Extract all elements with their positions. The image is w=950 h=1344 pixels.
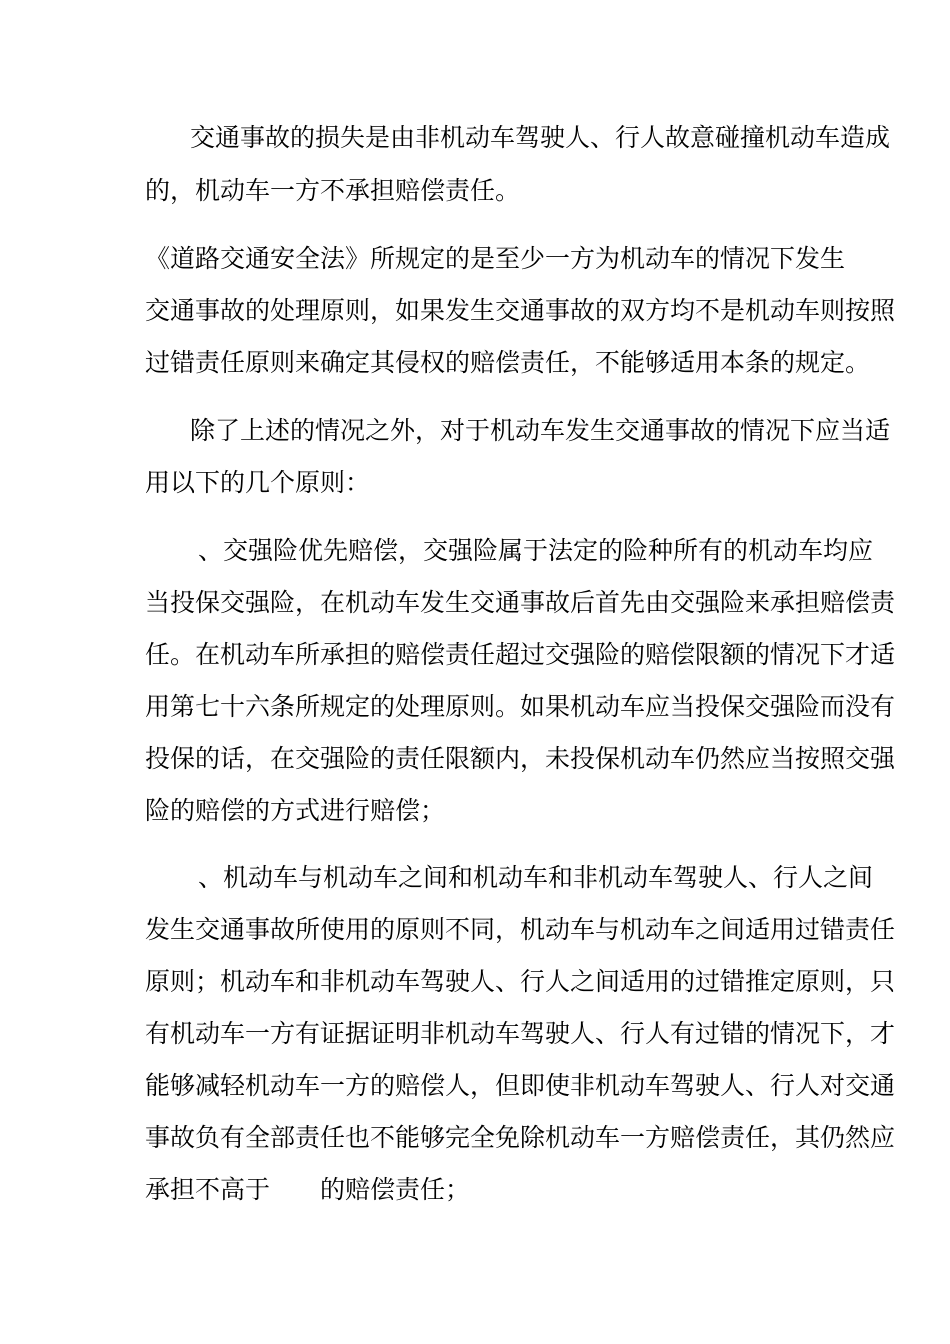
paragraph-5-line-7: 承担不高于 的赔偿责任；	[145, 1175, 471, 1204]
paragraph-4-line-5: 投保的话，在交强险的责任限额内，未投保机动车仍然应当按照交强	[145, 744, 896, 773]
paragraph-1-line-2: 的，机动车一方不承担赔偿责任。	[145, 176, 521, 205]
paragraph-2-line-2: 交通事故的处理原则，如果发生交通事故的双方均不是机动车则按照	[145, 296, 896, 325]
paragraph-2-line-1: 《道路交通安全法》所规定的是至少一方为机动车的情况下发生	[145, 244, 846, 273]
paragraph-4-line-3: 任。在机动车所承担的赔偿责任超过交强险的赔偿限额的情况下才适	[145, 640, 896, 669]
paragraph-3-line-1: 除了上述的情况之外，对于机动车发生交通事故的情况下应当适	[190, 416, 891, 445]
paragraph-1-line-1: 交通事故的损失是由非机动车驾驶人、行人故意碰撞机动车造成	[190, 123, 891, 152]
paragraph-2-line-3: 过错责任原则来确定其侵权的赔偿责任，不能够适用本条的规定。	[145, 348, 871, 377]
paragraph-5-line-3: 原则；机动车和非机动车驾驶人、行人之间适用的过错推定原则，只	[145, 967, 896, 996]
paragraph-3-line-2: 用以下的几个原则：	[145, 468, 371, 497]
paragraph-5-line-2: 发生交通事故所使用的原则不同，机动车与机动车之间适用过错责任	[145, 915, 896, 944]
paragraph-4-line-6: 险的赔偿的方式进行赔偿；	[145, 796, 446, 825]
paragraph-4-line-2: 当投保交强险，在机动车发生交通事故后首先由交强险来承担赔偿责	[145, 588, 896, 617]
paragraph-4-line-4: 用第七十六条所规定的处理原则。如果机动车应当投保交强险而没有	[145, 692, 896, 721]
paragraph-4-line-1: 、交强险优先赔偿，交强险属于法定的险种所有的机动车均应	[198, 536, 874, 565]
paragraph-5-line-6: 事故负有全部责任也不能够完全免除机动车一方赔偿责任，其仍然应	[145, 1123, 896, 1152]
paragraph-5-line-1: 、机动车与机动车之间和机动车和非机动车驾驶人、行人之间	[198, 863, 874, 892]
paragraph-5-line-5: 能够减轻机动车一方的赔偿人，但即使非机动车驾驶人、行人对交通	[145, 1071, 896, 1100]
paragraph-5-line-4: 有机动车一方有证据证明非机动车驾驶人、行人有过错的情况下，才	[145, 1019, 896, 1048]
